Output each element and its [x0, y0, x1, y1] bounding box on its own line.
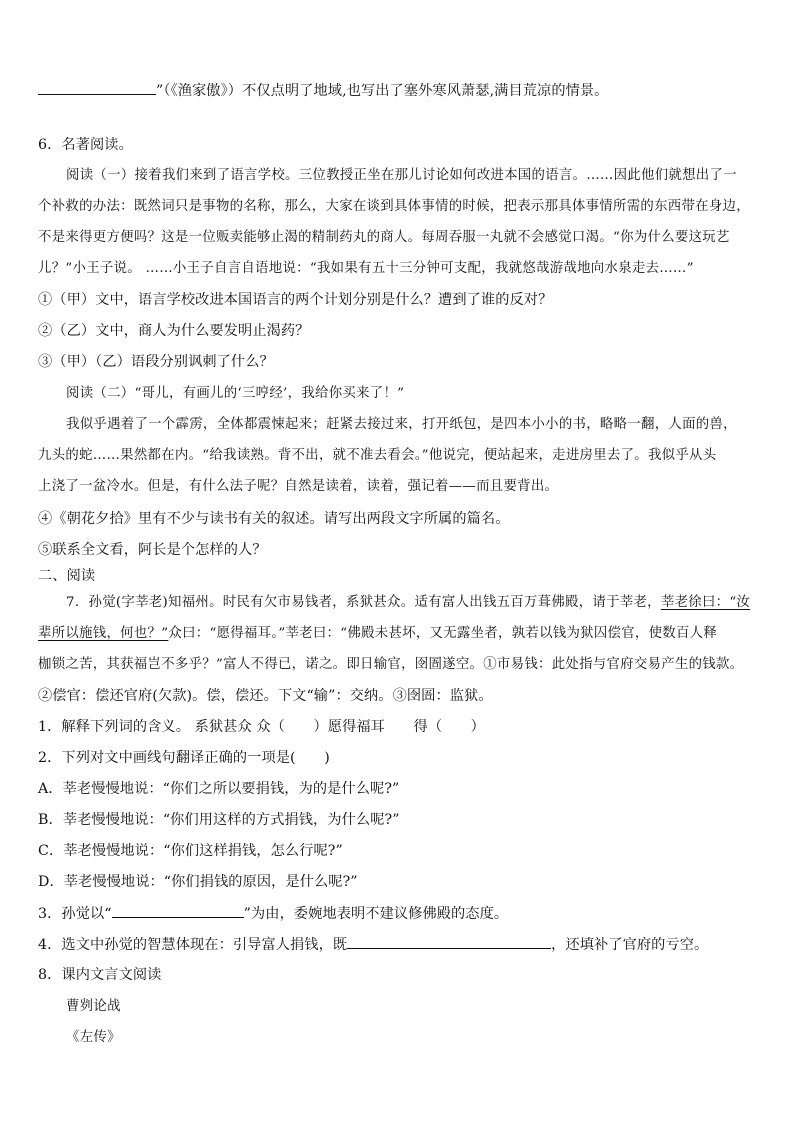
q7-sub4 [38, 934, 760, 955]
question-2: ②（乙）文中，商人为什么要发明止渴药？ [38, 323, 310, 339]
article-source: 《左传》 [66, 1030, 121, 1045]
reading2-line: 九头的蛇……果然都在内。“给我读熟。背不出，就不准去看会。”他说完，便站起来，走进房里去了。我似乎从头 [38, 448, 717, 463]
top-line-text: ”（《渔家傲》）不仅点明了地域,也写出了塞外寒风萧瑟,满目荒凉的情景。 [156, 83, 609, 99]
top-line [38, 80, 760, 101]
reading2-line: 上浇了一盆冷水。但是，有什么法子呢？自然是读着，读着，强记着——而且要背出。 [38, 479, 559, 494]
q7-sub2: 2．下列对文中画线句翻译正确的一项是( ) [38, 750, 330, 766]
answer-blank[interactable] [38, 80, 156, 95]
q7-notes: ②偿官：偿还官府(欠款)。偿，偿还。下文“输”：交纳。③囹圄：监狱。 [38, 688, 493, 704]
question-1: ①（甲）文中，语言学校改进本国语言的两个计划分别是什么？遭到了谁的反对？ [38, 292, 553, 308]
reading1-line: 阅读（一）接着我们来到了语言学校。三位教授正坐在那儿讨论如何改进本国的语言。……因此他们就想出了一 [66, 168, 737, 183]
reading2-line: 我似乎遇着了一个霹雳，全体都震悚起来；赶紧去接过来，打开纸包，是四本小小的书，略略一翻，人面的兽， [66, 417, 737, 432]
q7-sub3-pre: 3．孙觉以“ [38, 906, 112, 922]
q7-sub1: 1．解释下列词的含义。 系狱甚众 众（ ）愿得福耳 得（ ） [38, 719, 485, 735]
q7-sub3 [38, 903, 760, 924]
section2-title: 二、阅读 [38, 568, 96, 584]
q7-sub4-post: ，还填补了官府的亏空。 [551, 937, 709, 953]
question-4: ④《朝花夕拾》里有不少与读书有关的叙述。请写出两段文字所属的篇名。 [38, 511, 510, 527]
q7-underlined: 莘老徐曰：“汝 [660, 595, 751, 610]
option-d[interactable]: D．莘老慢慢地说：“你们捐钱的原因，是什么呢?” [38, 874, 358, 890]
q7-text: 众曰：“愿得福耳。”莘老曰：“佛殿未甚坏，又无露坐者，孰若以钱为狱囚偿官，使数百人释 [168, 626, 718, 641]
reading2-line: 阅读（二）“哥儿，有画儿的‘三哼经’，我给你买来了！” [66, 386, 405, 401]
reading1-line: 不是来得更方便吗？这是一位贩卖能够止渴的精制药丸的商人。每周吞服一丸就不会感觉口渴。“你为什么要这玩艺 [38, 230, 730, 245]
q7-line3: 枷锁之苦，其获福岂不多乎？”富人不得已，诺之。即日输官，囹圄遂空。①市易钱：此处指与官府交易产生的钱款。 [38, 657, 744, 672]
reading1-line: 个补救的办法：既然词只是事物的名称，那么，大家在谈到具体事情的时候，把表示那具体事情所需的东西带在身边， [38, 199, 750, 214]
answer-blank[interactable] [347, 934, 551, 949]
option-a[interactable]: A．莘老慢慢地说：“你们之所以要捐钱，为的是什么呢?” [38, 781, 400, 797]
question-5: ⑤联系全文看，阿长是个怎样的人？ [38, 542, 267, 558]
q7-underlined: 辈所以施钱，何也？” [38, 626, 169, 641]
option-c[interactable]: C．莘老慢慢地说：“你们这样捐钱，怎么行呢?” [38, 843, 343, 859]
question-3: ③（甲）（乙）语段分别讽刺了什么？ [38, 354, 274, 370]
q7-line1 [66, 593, 788, 613]
q7-sub4-pre: 4．选文中孙觉的智慧体现在：引导富人捐钱，既 [38, 937, 348, 953]
q7-sub3-post: ”为由，委婉地表明不建议修佛殿的态度。 [243, 906, 509, 922]
q7-text: 7．孙觉(字莘老)知福州。时民有欠市易钱者，系狱甚众。适有富人出钱五百万葺佛殿，请于莘老， [66, 595, 661, 610]
option-b[interactable]: B．莘老慢慢地说：“你们用这样的方式捐钱，为什么呢?” [38, 812, 400, 828]
reading1-line: 儿？”小王子说。 ……小王子自言自语地说：“我如果有五十三分钟可支配，我就悠哉游哉地向水泉走去……” [38, 261, 694, 276]
answer-blank[interactable] [112, 903, 244, 918]
q6-title: 6．名著阅读。 [38, 137, 133, 153]
q8-title: 8．课内文言文阅读 [38, 967, 162, 983]
q7-line2 [38, 624, 760, 644]
article-title: 曹刿论战 [66, 999, 121, 1014]
